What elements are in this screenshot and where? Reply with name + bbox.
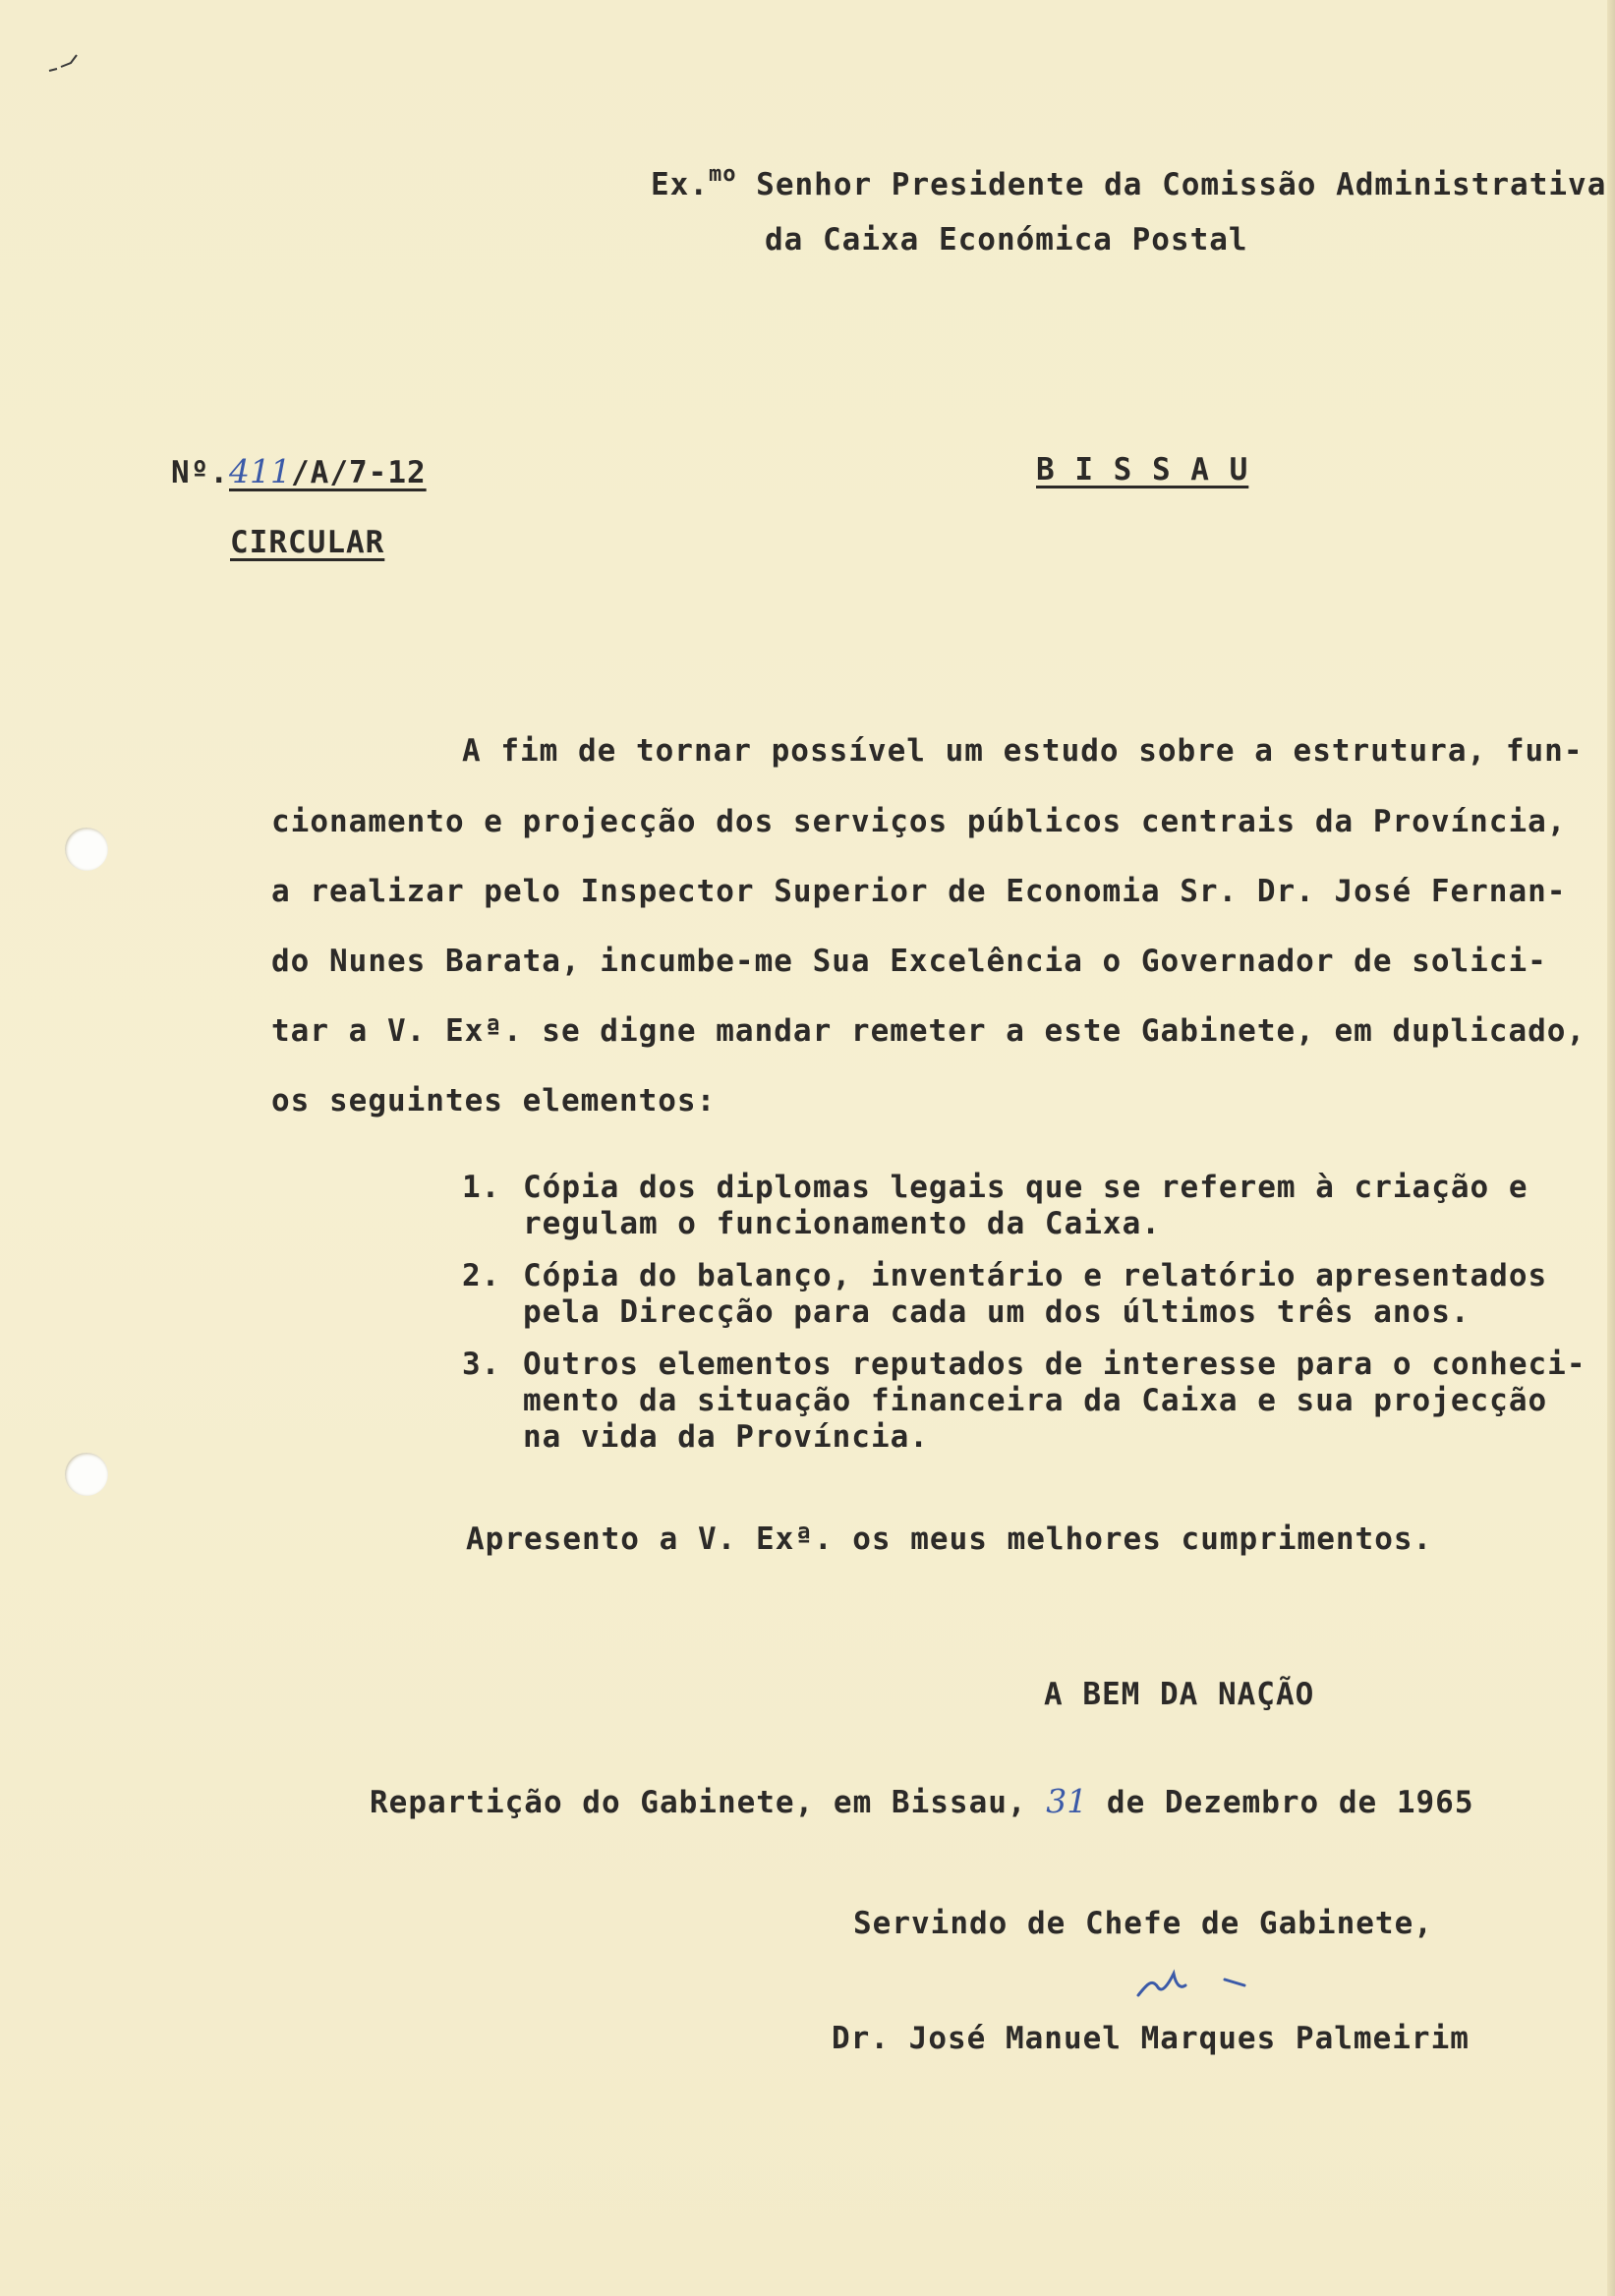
item-1-number: 1. bbox=[462, 1170, 501, 1205]
item-2-line-2: pela Direcção para cada um dos últimos três anos. bbox=[523, 1294, 1471, 1330]
reference-place: B I S S A U bbox=[1036, 452, 1249, 488]
date-line bbox=[370, 1782, 1474, 1820]
body-line-5: tar a V. Exª. se digne mandar remeter a este Gabinete, em duplicado, bbox=[271, 1013, 1586, 1049]
recipient-line-2: da Caixa Económica Postal bbox=[765, 222, 1248, 258]
handwritten-number: 411 bbox=[229, 452, 291, 490]
date-prefix: Repartição do Gabinete, em Bissau, bbox=[370, 1785, 1027, 1820]
item-1-line-2: regulam o funcionamento da Caixa. bbox=[523, 1206, 1161, 1241]
recipient-line-1-text: Senhor Presidente da Comissão Administrativa bbox=[736, 167, 1607, 202]
greeting: Apresento a V. Exª. os meus melhores cumprimentos. bbox=[466, 1521, 1433, 1557]
recipient-line-1 bbox=[651, 162, 1607, 202]
body-line-4: do Nunes Barata, incumbe-me Sua Excelência o Governador de solici- bbox=[271, 944, 1547, 979]
signatory-name: Dr. José Manuel Marques Palmeirim bbox=[832, 2021, 1470, 2056]
punch-hole-top bbox=[65, 828, 108, 871]
pen-mark bbox=[47, 51, 92, 77]
reference-number bbox=[171, 452, 427, 490]
body-line-6: os seguintes elementos: bbox=[271, 1083, 717, 1119]
item-3-line-3: na vida da Província. bbox=[523, 1419, 929, 1455]
item-2-number: 2. bbox=[462, 1258, 501, 1293]
item-2-line-1: Cópia do balanço, inventário e relatório apresentados bbox=[523, 1258, 1548, 1293]
body-line-1: A fim de tornar possível um estudo sobre a estrutura, fun- bbox=[462, 733, 1584, 769]
document-type: CIRCULAR bbox=[230, 525, 385, 560]
body-line-3: a realizar pelo Inspector Superior de Economia Sr. Dr. José Fernan- bbox=[271, 874, 1567, 909]
punch-hole-bottom bbox=[65, 1453, 108, 1496]
reference-code bbox=[229, 452, 427, 490]
item-3-line-1: Outros elementos reputados de interesse para o conheci- bbox=[523, 1347, 1586, 1382]
item-1-line-1: Cópia dos diplomas legais que se referem à criação e bbox=[523, 1170, 1528, 1205]
item-3-number: 3. bbox=[462, 1347, 501, 1382]
signatory-role: Servindo de Chefe de Gabinete, bbox=[853, 1906, 1433, 1941]
recipient-title-prefix: Ex. bbox=[651, 167, 709, 202]
signature bbox=[1128, 1956, 1256, 2005]
reference-prefix: Nº. bbox=[171, 455, 229, 490]
body-line-2: cionamento e projecção dos serviços públicos centrais da Província, bbox=[271, 804, 1567, 839]
item-3-line-2: mento da situação financeira da Caixa e sua projecção bbox=[523, 1383, 1548, 1418]
motto: A BEM DA NAÇÃO bbox=[1044, 1677, 1315, 1712]
recipient-title-sup: mo bbox=[709, 162, 737, 187]
reference-suffix: /A/7-12 bbox=[291, 455, 427, 490]
paper-edge bbox=[1607, 0, 1615, 2296]
date-day: 31 bbox=[1046, 1782, 1088, 1820]
date-suffix: de Dezembro de 1965 bbox=[1106, 1785, 1474, 1820]
